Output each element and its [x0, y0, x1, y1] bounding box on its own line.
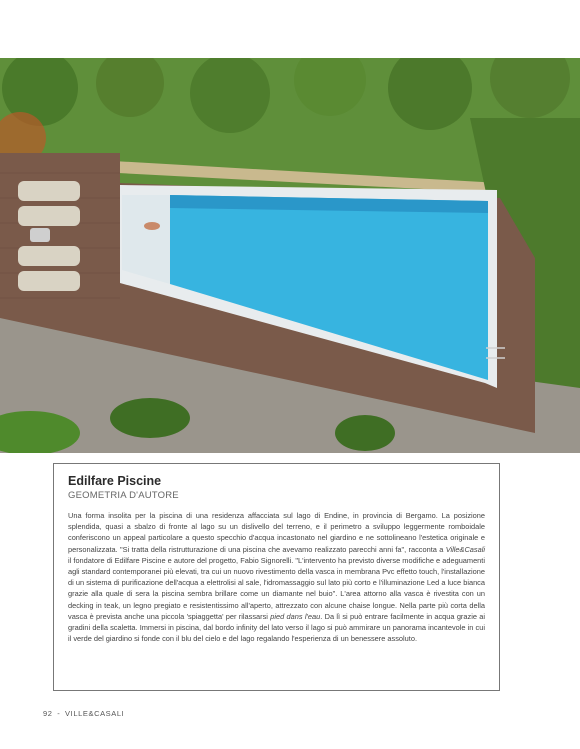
pool-beach-shelf [122, 195, 170, 284]
footer-separator: - [57, 709, 61, 718]
article-body [68, 510, 485, 644]
magazine-name-italic: Ville&Casali [445, 544, 485, 554]
body-part-1: Una forma insolita per la piscina di una residenza affacciata sul lago di Endine, in provincia di Bergamo. La posizione splendida, quasi a sbalzo di fronte al lago su un dislivello del terreno, e il perimetro a sviluppo leggermente romboidale conferiscono un appeal particolare a questo specchio d'acqua incastonato nel giardino e ne sottolineano l'estetica originale e personalizzata. "Si tratta della ristrutturazione di una piscina che avevamo realizzato parecchi anni fa", racconta a [68, 511, 485, 554]
body-part-3: . Da lì si può entrare facilmente in acqua grazie ai gradini della scaletta. Immersi in piscina, dal bordo infinity del lato verso il lago si può ammirare un panorama incantevole in cui il verde del giardino si fonde con il blu del cielo e del lago regalando l'esperienza di un benessere assoluto. [68, 611, 485, 644]
article-box [53, 463, 500, 691]
article-subtitle: GEOMETRIA D'AUTORE [68, 490, 179, 501]
pool-aerial-illustration [0, 58, 580, 453]
magazine-name: VILLE&CASALI [65, 709, 125, 718]
page-number: 92 [43, 709, 53, 718]
page-footer [43, 709, 124, 718]
swimmer [144, 222, 160, 230]
body-part-2: il fondatore di Edilfare Piscine e autore del progetto, Fabio Signorelli. "L'intervento ha previsto diverse modifiche e adeguamenti agli standard contemporanei più elevati, tra cui un nuovo rivestimento della vasca in membrana Pvc effetto touch, l'installazione di un sistema di purificazione dell'acqua a elettrolisi al sale, l'idromassaggio sul lato più corto e l'illuminazione Led a luce bianca grazie alla quale di sera la piscina sembra brillare come un diamante nel buio". L'area attorno alla vasca è rivestita con un decking in teak, un legno pregiato e resistentissimo all'aperto, attrezzato con alcune chaise longue. Nella parte più corta della vasca è prevista anche una piccola 'spiaggetta' per rilassarsi [68, 555, 485, 621]
article-title: Edilfare Piscine [68, 474, 162, 488]
pool-aerial-photo [0, 58, 580, 453]
article-paragraph [68, 510, 485, 644]
pied-dans-leau-italic: pied dans l'eau [270, 611, 321, 621]
